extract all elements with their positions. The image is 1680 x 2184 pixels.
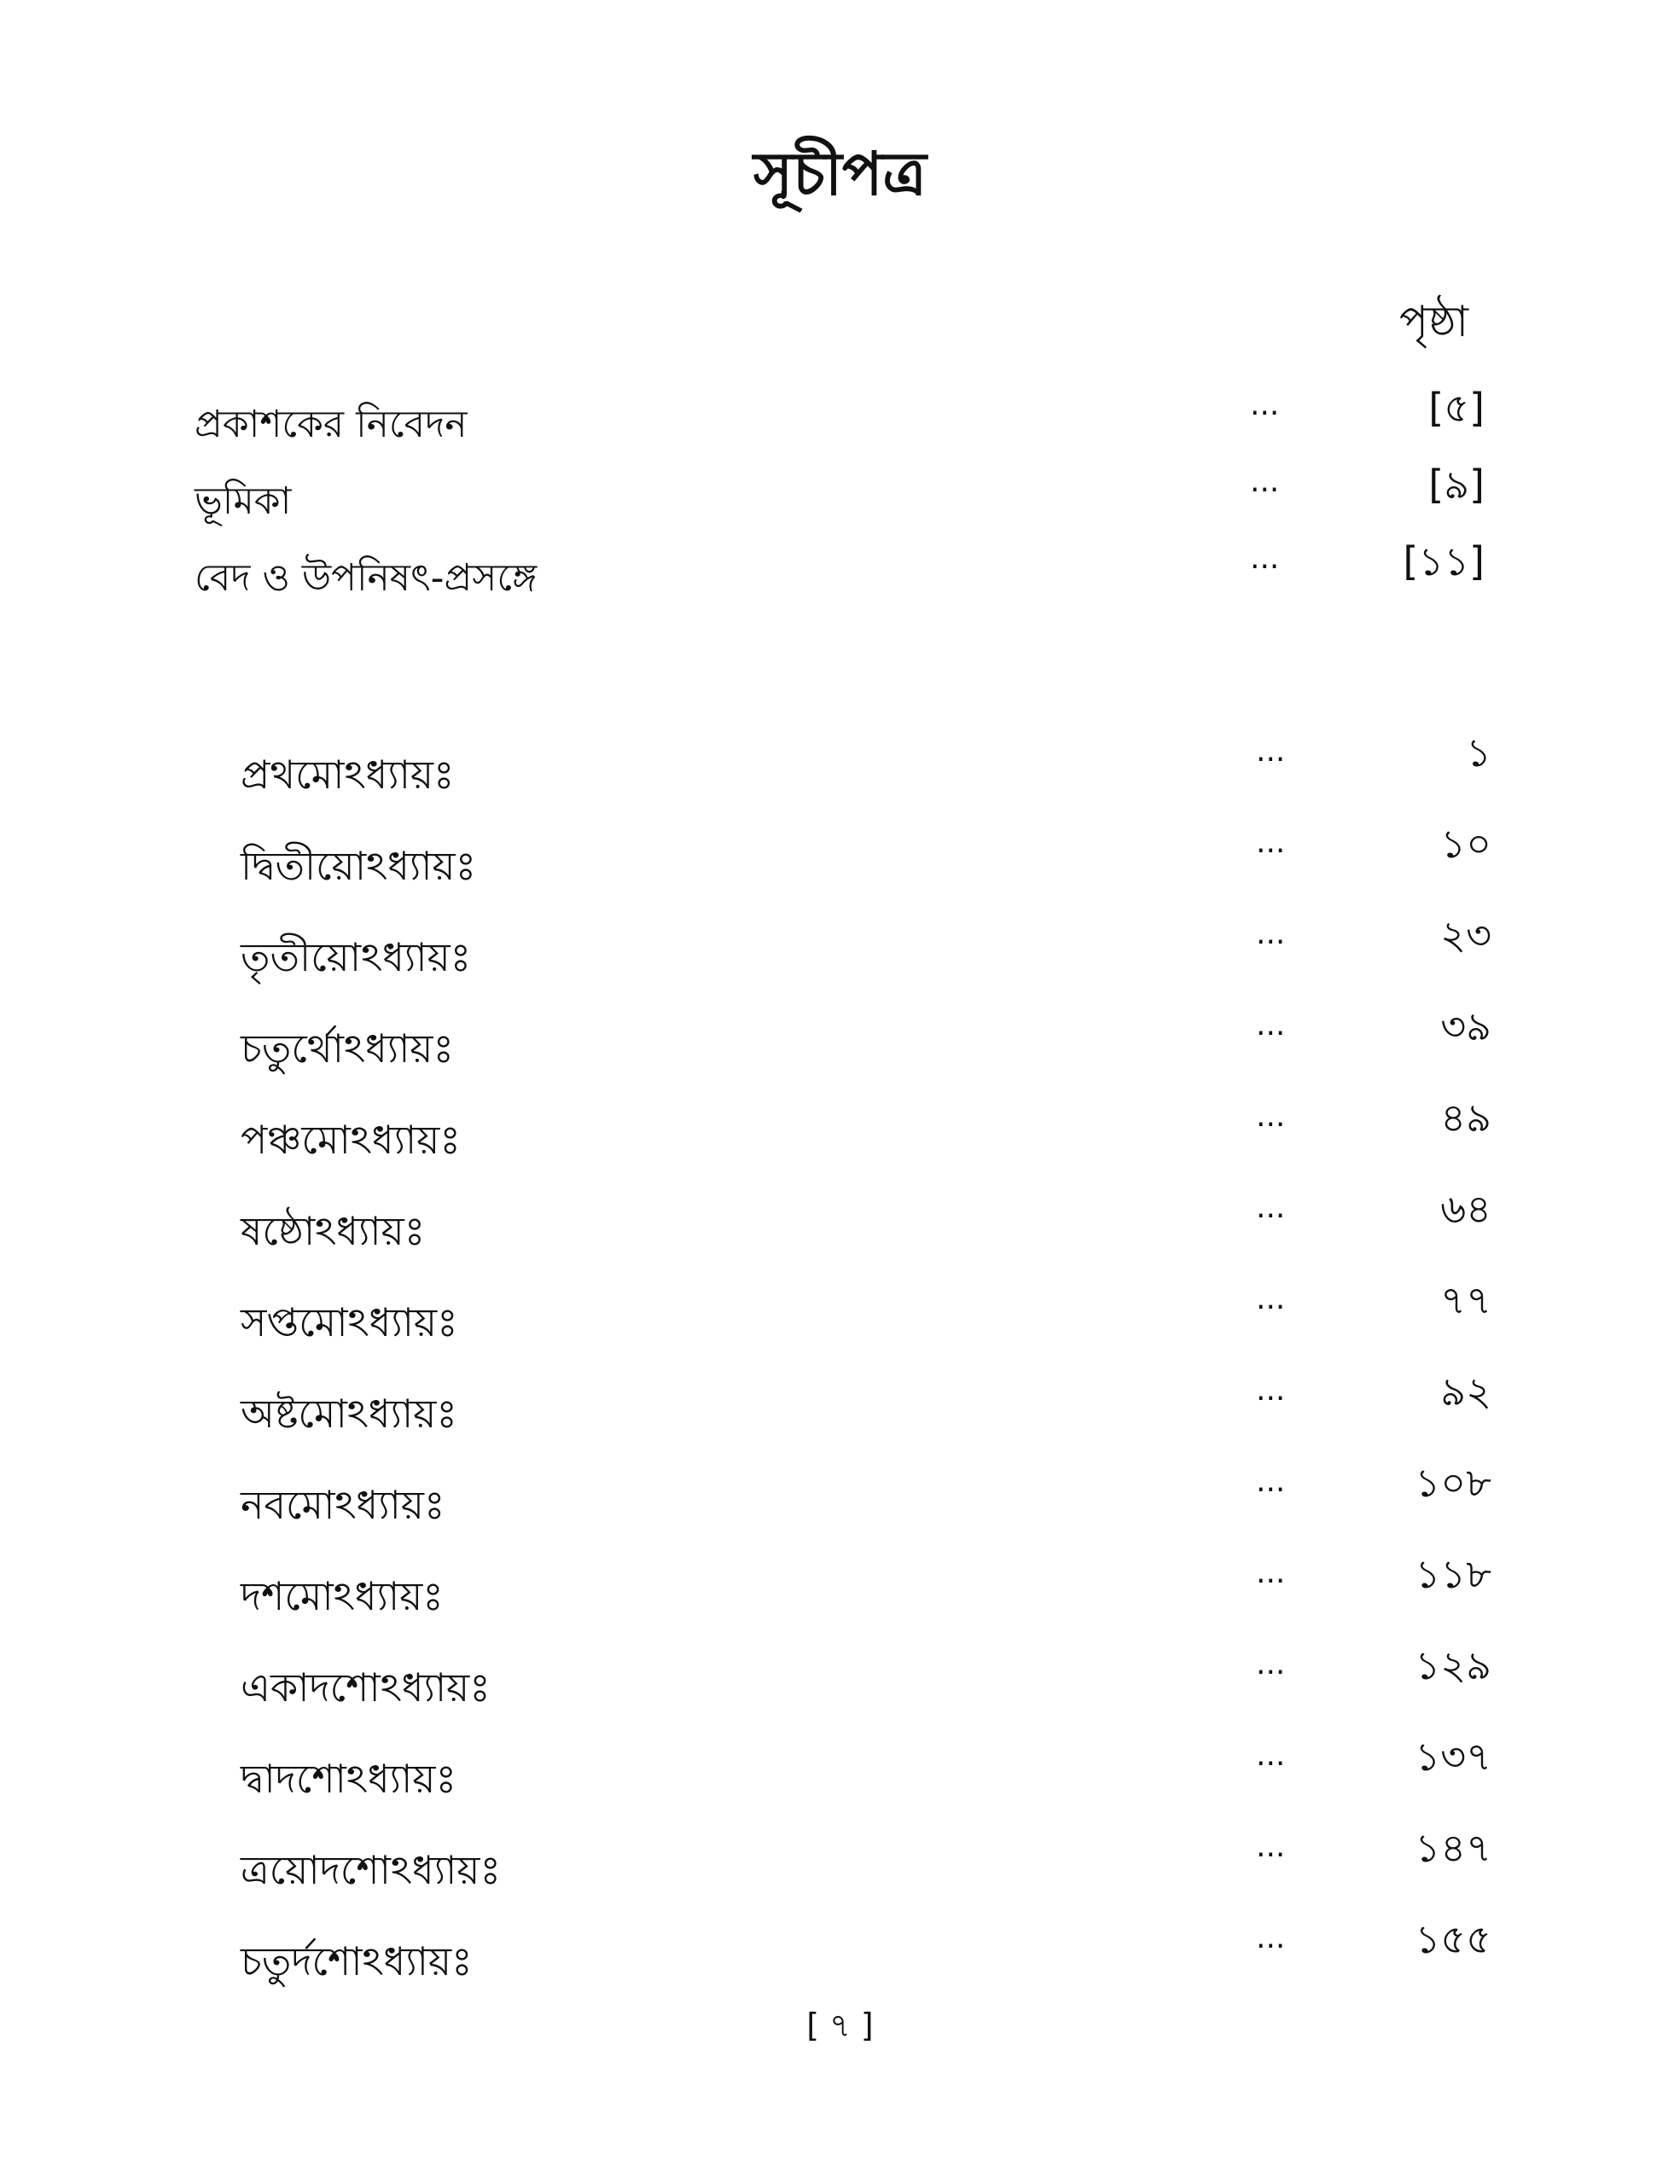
leader-dots: ... [1256,916,1286,951]
leader-dots: ... [1256,1373,1286,1408]
toc-row-chapter [0,821,1680,893]
toc-entry-label: পঞ্চমোঽধ্যায়ঃ [241,1117,461,1163]
toc-row-chapter [0,1825,1680,1897]
toc-row-chapter [0,1186,1680,1258]
toc-entry-label: একাদশোঽধ্যায়ঃ [241,1664,491,1711]
toc-entry-label: প্রথমোঽধ্যায়ঃ [241,752,455,798]
toc-entry-page: ১১৮ [1415,1551,1491,1597]
toc-row-chapter [0,1734,1680,1806]
page-title: সূচীপত্র [753,139,927,209]
toc-entry-label: চতুর্দশোঽধ্যায়ঃ [241,1938,473,1984]
toc-entry-page: ১৫৫ [1415,1916,1491,1962]
toc-row-chapter [0,1095,1680,1167]
toc-row-chapter [0,1003,1680,1076]
leader-dots: ... [1256,1464,1286,1499]
toc-entry-label: দ্বাদশোঽধ্যায়ঃ [241,1756,456,1802]
toc-entry-label: প্রকাশকের নিবেদন [195,403,468,446]
toc-entry-page: ১৪৭ [1415,1825,1491,1871]
leader-dots: ... [1256,1099,1286,1134]
toc-entry-label: ত্রয়োদশোঽধ্যায়ঃ [241,1847,502,1893]
toc-row-chapter [0,912,1680,985]
leader-dots: ... [1256,1008,1286,1043]
toc-entry-label: ভূমিকা [195,479,292,523]
toc-row-chapter [0,1916,1680,1989]
toc-entry-page: ১০ [1440,821,1491,867]
toc-row-front [0,461,1680,529]
leader-dots: ... [1250,464,1280,499]
toc-entry-page: ১২৯ [1415,1642,1491,1688]
toc-row-chapter [0,1551,1680,1623]
leader-dots: ... [1256,1647,1286,1682]
footer-page-number: [ ৭ ] [806,2007,874,2044]
toc-row-chapter [0,729,1680,802]
page-column-heading: পৃষ্ঠা [1399,297,1469,346]
leader-dots: ... [1256,1920,1286,1955]
toc-entry-page: ৪৯ [1440,1095,1491,1141]
toc-row-front [0,384,1680,452]
toc-entry-page: [৫] [1428,385,1485,431]
toc-entry-label: দ্বিতীয়োঽধ্যায়ঃ [241,843,477,889]
toc-row-chapter [0,1277,1680,1350]
toc-entry-page: [১১] [1403,538,1485,584]
toc-entry-page: ১০৮ [1415,1460,1491,1506]
toc-entry-label: সপ্তমোঽধ্যায়ঃ [241,1299,458,1345]
leader-dots: ... [1256,825,1286,860]
toc-entry-page: ৭৭ [1440,1277,1491,1323]
leader-dots: ... [1256,1738,1286,1773]
leader-dots: ... [1250,541,1280,576]
toc-entry-page: ১ [1466,729,1491,775]
toc-entry-page: ১৩৭ [1415,1734,1491,1780]
leader-dots: ... [1256,1190,1286,1225]
toc-entry-page: ৩৯ [1440,1003,1491,1049]
toc-entry-page: ৬৪ [1440,1186,1491,1232]
toc-row-front [0,537,1680,606]
toc-row-chapter [0,1642,1680,1715]
toc-entry-page: [৯] [1428,462,1485,508]
toc-entry-label: নবমোঽধ্যায়ঃ [241,1482,445,1528]
toc-entry-label: অষ্টমোঽধ্যায়ঃ [241,1391,457,1437]
toc-entry-label: চতুর্থোঽধ্যায়ঃ [241,1025,455,1072]
leader-dots: ... [1256,1829,1286,1864]
leader-dots: ... [1256,1555,1286,1590]
toc-row-chapter [0,1460,1680,1532]
toc-entry-label: দশমোঽধ্যায়ঃ [241,1573,444,1619]
toc-entry-page: ২৩ [1440,912,1491,958]
toc-entry-label: ষষ্ঠোঽধ্যায়ঃ [241,1208,426,1254]
toc-entry-page: ৯২ [1440,1368,1491,1414]
toc-row-chapter [0,1368,1680,1441]
toc-entry-label: তৃতীয়োঽধ্যায়ঃ [241,934,472,980]
leader-dots: ... [1250,387,1280,422]
leader-dots: ... [1256,1281,1286,1316]
leader-dots: ... [1256,734,1286,769]
toc-entry-label: বেদ ও উপনিষৎ-প্রসঙ্গে [195,556,538,600]
